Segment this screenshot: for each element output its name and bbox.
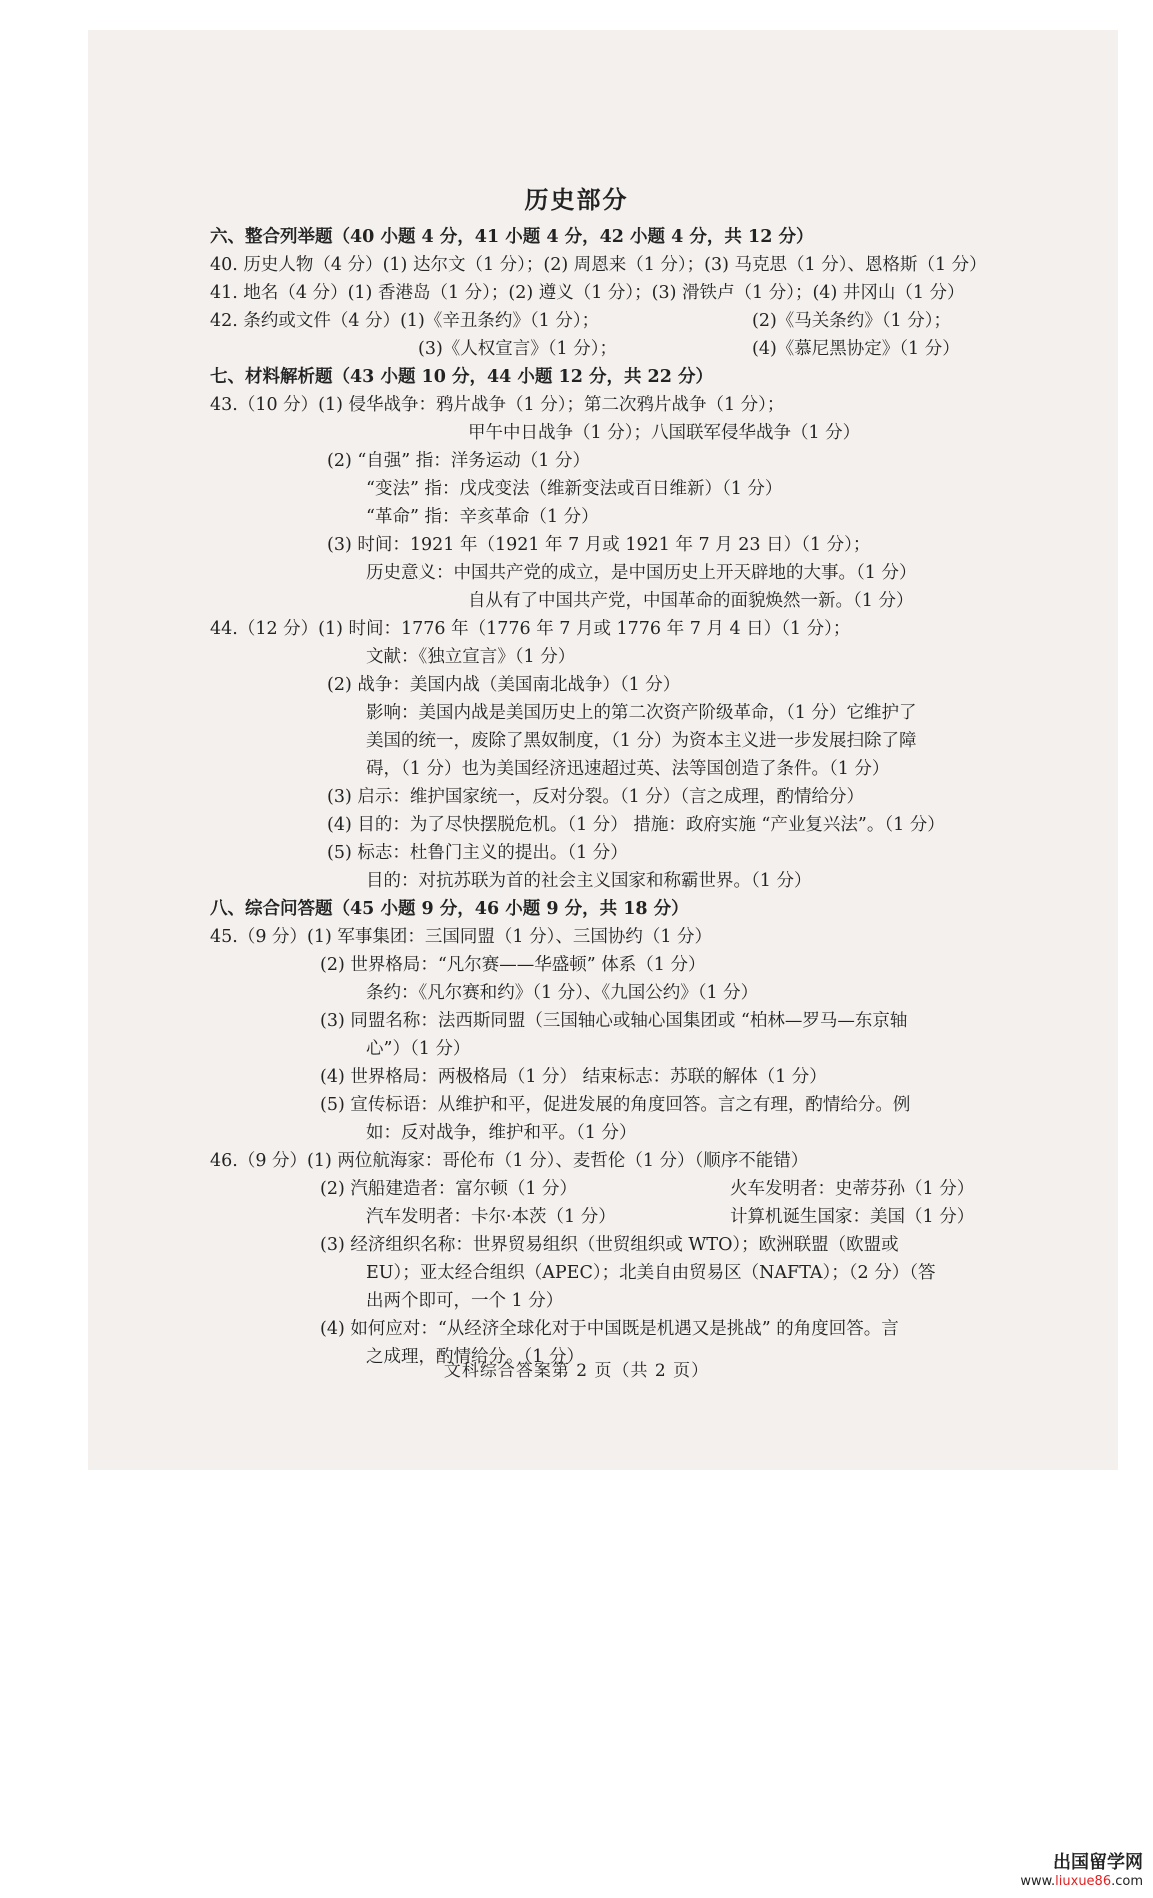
answer-line: (5) 宣传标语：从维护和平，促进发展的角度回答。言之有理，酌情给分。例	[320, 1095, 911, 1115]
answer-line: 影响：美国内战是美国历史上的第二次资产阶级革命，（1 分）它维护了	[366, 703, 917, 723]
answer-line: 汽车发明者：卡尔·本茨（1 分）	[366, 1207, 616, 1227]
answer-line: 41. 地名（4 分）(1) 香港岛（1 分）；(2) 遵义（1 分）；(3) 滑铁卢（1 分）；(4) 井冈山（1 分）	[210, 283, 965, 303]
answer-line: “变法” 指：戊戌变法（维新变法或百日维新）（1 分）	[366, 479, 783, 499]
answer-line: (3) 同盟名称：法西斯同盟（三国轴心或轴心国集团或 “柏林—罗马—东京轴	[320, 1011, 908, 1031]
answer-line: (2) 汽船建造者：富尔顿（1 分）	[320, 1179, 578, 1199]
answer-line: 碍，（1 分）也为美国经济迅速超过英、法等国创造了条件。（1 分）	[366, 759, 890, 779]
answer-line: 火车发明者：史蒂芬孙（1 分）	[730, 1179, 975, 1199]
answer-line: 42. 条约或文件（4 分）(1)《辛丑条约》（1 分）；	[210, 311, 600, 331]
answer-line: (2) “自强” 指：洋务运动（1 分）	[327, 451, 591, 471]
answer-line: (3) 启示：维护国家统一，反对分裂。（1 分）（言之成理，酌情给分）	[327, 787, 865, 807]
answer-line: 历史意义：中国共产党的成立，是中国历史上开天辟地的大事。（1 分）	[366, 563, 917, 583]
answer-line: “革命” 指：辛亥革命（1 分）	[366, 507, 599, 527]
answer-line: 甲午中日战争（1 分）；八国联军侵华战争（1 分）	[468, 423, 861, 443]
watermark-url-brand: liuxue86	[1055, 1874, 1112, 1889]
answer-line: 46.（9 分）(1) 两位航海家：哥伦布（1 分）、麦哲伦（1 分）（顺序不能错）	[210, 1151, 809, 1171]
answer-line: 出两个即可，一个 1 分）	[366, 1291, 564, 1311]
answer-line: 条约：《凡尔赛和约》（1 分）、《九国公约》（1 分）	[366, 983, 759, 1003]
answer-line: EU）；亚太经合组织（APEC）；北美自由贸易区（NAFTA）；（2 分）（答	[366, 1263, 936, 1283]
answer-line: 40. 历史人物（4 分）(1) 达尔文（1 分）；(2) 周恩来（1 分）；(3) 马克思（1 分）、恩格斯（1 分）	[210, 255, 987, 275]
answer-line: 43.（10 分）(1) 侵华战争：鸦片战争（1 分）；第二次鸦片战争（1 分）；	[210, 395, 785, 415]
watermark-url-prefix: www.	[1020, 1874, 1056, 1889]
page-title: 历史部分	[524, 186, 629, 214]
watermark-name: 出国留学网	[1053, 1852, 1143, 1873]
answer-line: (3) 经济组织名称：世界贸易组织（世贸组织或 WTO）；欧洲联盟（欧盟或	[320, 1235, 899, 1255]
answer-line: (4)《慕尼黑协定》（1 分）	[752, 339, 960, 359]
answer-line: 45.（9 分）(1) 军事集团：三国同盟（1 分）、三国协约（1 分）	[210, 927, 713, 947]
answer-line: (2) 战争：美国内战（美国南北战争）（1 分）	[327, 675, 681, 695]
answer-line: 之成理，酌情给分。（1 分）	[366, 1347, 584, 1367]
answer-line: (2)《马关条约》（1 分）；	[752, 311, 951, 331]
watermark-url	[1020, 1874, 1143, 1889]
answer-line: (2) 世界格局：“凡尔赛——华盛顿” 体系（1 分）	[320, 955, 706, 975]
answer-line: (3)《人权宣言》（1 分）；	[418, 339, 617, 359]
answer-line: (4) 如何应对：“从经济全球化对于中国既是机遇又是挑战” 的角度回答。言	[320, 1319, 899, 1339]
answer-line: 自从有了中国共产党，中国革命的面貌焕然一新。（1 分）	[468, 591, 914, 611]
answer-line: (5) 标志：杜鲁门主义的提出。（1 分）	[327, 843, 628, 863]
answer-line: 文献：《独立宣言》（1 分）	[366, 647, 576, 667]
watermark-url-suffix: .com	[1111, 1874, 1143, 1889]
answer-line: 美国的统一，废除了黑奴制度，（1 分）为资本主义进一步发展扫除了障	[366, 731, 917, 751]
answer-line: 计算机诞生国家：美国（1 分）	[730, 1207, 975, 1227]
section-heading: 八、综合问答题（45 小题 9 分，46 小题 9 分，共 18 分）	[210, 899, 689, 919]
answer-line: (4) 目的：为了尽快摆脱危机。（1 分） 措施：政府实施 “产业复兴法”。（1 分）	[327, 815, 945, 835]
answer-line: (4) 世界格局：两极格局（1 分） 结束标志：苏联的解体（1 分）	[320, 1067, 827, 1087]
section-heading: 六、整合列举题（40 小题 4 分，41 小题 4 分，42 小题 4 分，共 12 分）	[210, 227, 814, 247]
answer-line: 心”）（1 分）	[366, 1039, 471, 1059]
site-watermark	[1020, 1848, 1143, 1889]
section-heading: 七、材料解析题（43 小题 10 分，44 小题 12 分，共 22 分）	[210, 367, 714, 387]
answer-line: 44.（12 分）(1) 时间：1776 年（1776 年 7 月或 1776 年 7 月 4 日）（1 分）；	[210, 619, 851, 639]
answer-line: 目的：对抗苏联为首的社会主义国家和称霸世界。（1 分）	[366, 871, 812, 891]
page-footer: 文科综合答案第 2 页（共 2 页）	[443, 1361, 710, 1381]
answer-line: 如：反对战争，维护和平。（1 分）	[366, 1123, 637, 1143]
answer-line: (3) 时间：1921 年（1921 年 7 月或 1921 年 7 月 23 日）（1 分）；	[327, 535, 871, 555]
